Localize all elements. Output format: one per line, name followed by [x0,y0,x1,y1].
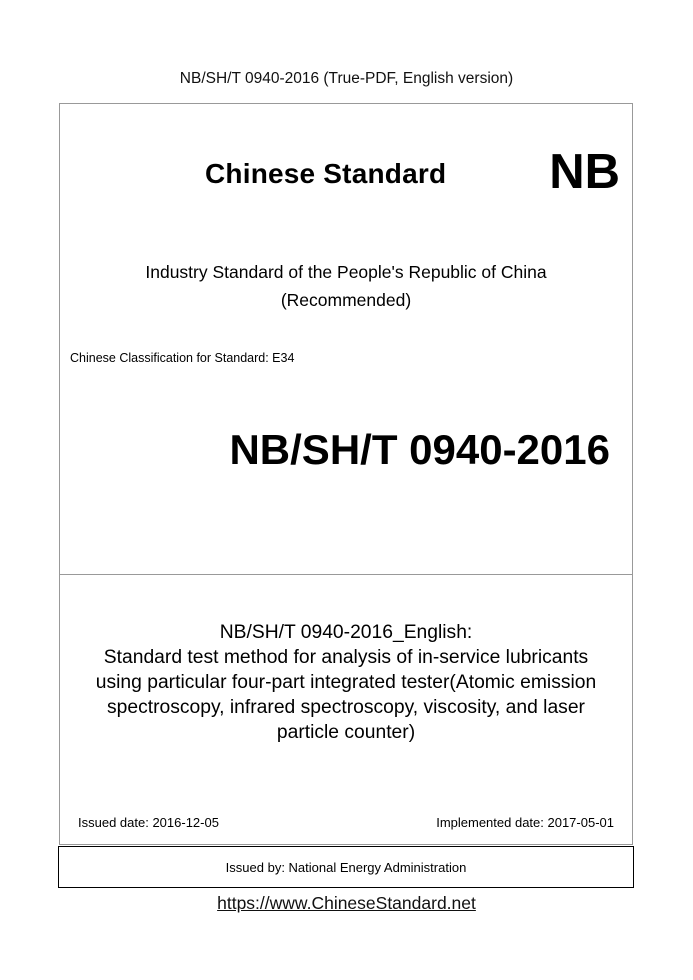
industry-statement [60,258,632,314]
title-line: Standard test method for analysis of in-service lubricants [103,647,589,668]
section-divider [60,574,632,575]
title-line: NB/SH/T 0940-2016_English: [219,622,473,643]
cover-frame [59,103,633,845]
issued-date: Issued date: 2016-12-05 [78,815,219,830]
title-line: using particular four-part integrated tester(Atomic emission [95,672,597,693]
issuer-box [58,846,634,888]
industry-line: Industry Standard of the People's Republic of China [145,262,547,282]
recommended-label: (Recommended) [280,290,412,310]
title-line: particle counter) [276,722,416,743]
document-title [70,620,622,745]
implemented-date: Implemented date: 2017-05-01 [436,815,614,830]
issuer-label: Issued by: National Energy Administration [225,859,467,875]
page-header: NB/SH/T 0940-2016 (True-PDF, English version) [179,70,514,87]
website-link[interactable]: https://www.ChineseStandard.net [217,893,476,913]
brand-title: Chinese Standard [205,158,447,189]
standard-number: NB/SH/T 0940-2016 [229,426,610,473]
brand-code: NB [549,145,620,199]
dates-row [78,815,614,830]
classification-label: Chinese Classification for Standard: E34 [70,351,295,365]
title-line: spectroscopy, infrared spectroscopy, viscosity, and laser [107,697,585,718]
